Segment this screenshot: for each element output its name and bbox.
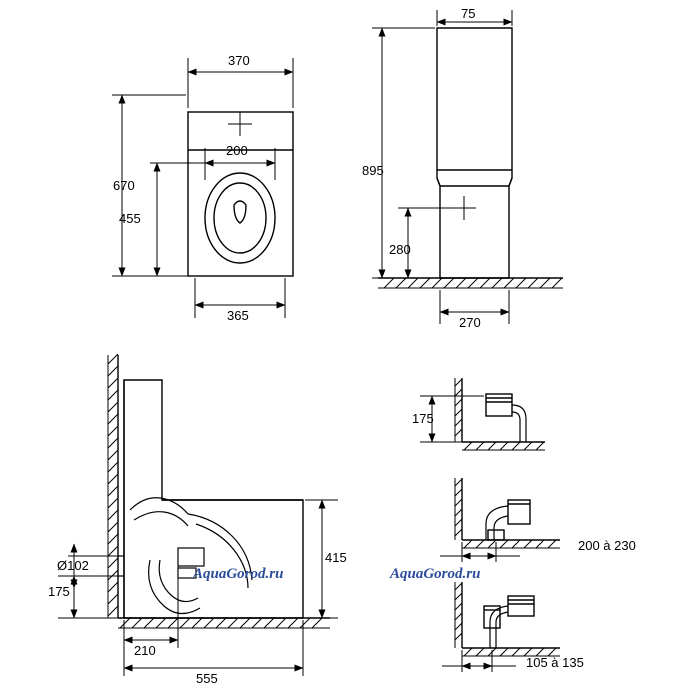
dim-210 [124,560,178,648]
front-view-outline [437,28,512,278]
outlet-pipe [118,556,124,576]
dim-label-280: 280 [389,242,411,257]
dim-455 [150,163,205,276]
dim-label-670: 670 [113,178,135,193]
floor-hatch-left [118,618,330,628]
dim-label-102: Ø102 [57,558,89,573]
dim-label-200-230: 200 à 230 [578,538,636,553]
lid-center-cross [228,112,252,136]
dim-label-200: 200 [226,143,248,158]
dim-label-175-left: 175 [48,584,70,599]
dim-label-455: 455 [119,211,141,226]
dim-label-270: 270 [459,315,481,330]
dim-895 [372,28,435,278]
dim-label-75: 75 [461,6,476,21]
dim-label-555: 555 [196,671,218,686]
watermark-right: AquaGorod.ru [390,566,481,582]
bowl-internal-lines [130,498,252,614]
detail-3 [455,582,560,656]
top-view-outline [188,112,293,276]
floor-hatch [378,278,563,288]
dim-label-175-detail: 175 [412,411,434,426]
watermark-left: AquaGorod.ru [193,566,284,582]
dim-200-230 [440,542,520,562]
dim-label-105-135: 105 à 135 [526,655,584,670]
front-center-cross [452,196,476,220]
detail-2 [455,478,560,548]
dim-label-365: 365 [227,308,249,323]
dim-label-415: 415 [325,550,347,565]
dim-label-210: 210 [134,643,156,658]
wall-hatch [108,354,118,618]
detail-1 [455,378,545,450]
dim-label-895: 895 [362,163,384,178]
dim-label-370: 370 [228,53,250,68]
